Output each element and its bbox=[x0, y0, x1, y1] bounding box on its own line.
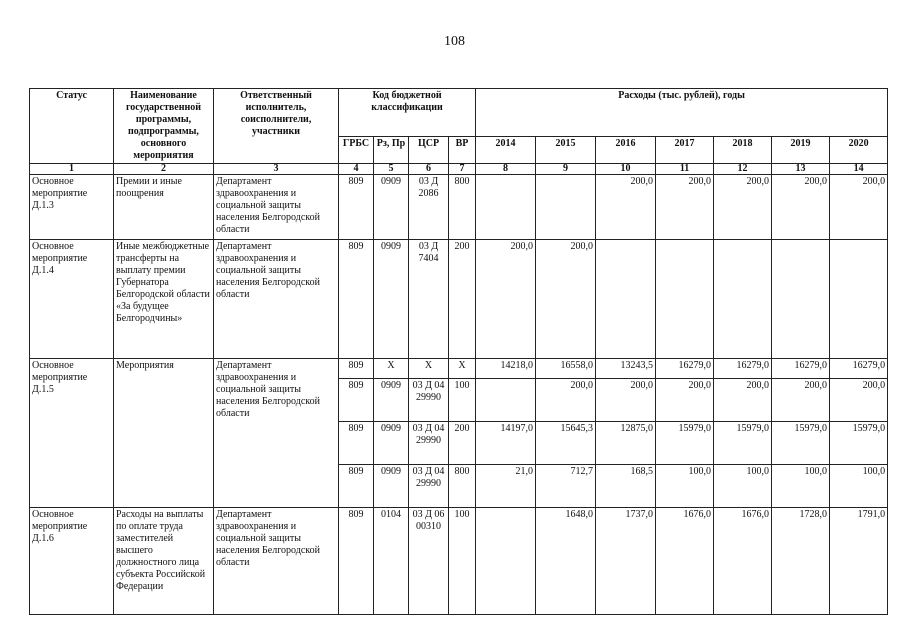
header-executor: Ответственный исполнитель, соисполнители, участники bbox=[214, 89, 339, 164]
expense-value-cell: 200,0 bbox=[656, 379, 714, 422]
expense-value-cell: 21,0 bbox=[476, 465, 536, 508]
status-cell: Основное мероприятие Д.1.4 bbox=[30, 240, 114, 359]
grbs-cell: 809 bbox=[339, 175, 374, 240]
rzpr-cell: 0909 bbox=[374, 465, 409, 508]
expense-value-cell: 200,0 bbox=[830, 379, 888, 422]
expense-value-cell: 16279,0 bbox=[772, 359, 830, 379]
table-row bbox=[30, 359, 888, 379]
grbs-cell: 809 bbox=[339, 465, 374, 508]
rzpr-cell: 0909 bbox=[374, 175, 409, 240]
column-number: 6 bbox=[409, 164, 449, 175]
column-number: 4 bbox=[339, 164, 374, 175]
table-row bbox=[30, 175, 888, 240]
table-row bbox=[30, 240, 888, 359]
expense-value-cell: 200,0 bbox=[830, 175, 888, 240]
header-status: Статус bbox=[30, 89, 114, 164]
expense-value-cell bbox=[596, 240, 656, 359]
name-cell: Иные межбюджетные трансферты на выплату премии Губернатора Белгородской области «За будущее Белгородчины» bbox=[114, 240, 214, 359]
csr-cell: 03 Д 7404 bbox=[409, 240, 449, 359]
header-year: 2014 bbox=[476, 137, 536, 164]
column-number: 5 bbox=[374, 164, 409, 175]
vr-cell: Х bbox=[449, 359, 476, 379]
column-number: 14 bbox=[830, 164, 888, 175]
csr-cell: 03 Д 06 00310 bbox=[409, 508, 449, 615]
status-cell: Основное мероприятие Д.1.5 bbox=[30, 359, 114, 508]
header-year: 2016 bbox=[596, 137, 656, 164]
expense-value-cell: 12875,0 bbox=[596, 422, 656, 465]
expense-value-cell bbox=[476, 379, 536, 422]
column-number: 8 bbox=[476, 164, 536, 175]
expense-value-cell: 100,0 bbox=[714, 465, 772, 508]
csr-cell: 03 Д 2086 bbox=[409, 175, 449, 240]
expense-value-cell: 1648,0 bbox=[536, 508, 596, 615]
column-number: 1 bbox=[30, 164, 114, 175]
grbs-cell: 809 bbox=[339, 240, 374, 359]
column-number-row bbox=[30, 164, 888, 175]
column-number: 9 bbox=[536, 164, 596, 175]
vr-cell: 100 bbox=[449, 508, 476, 615]
expense-value-cell bbox=[830, 240, 888, 359]
header-year: 2020 bbox=[830, 137, 888, 164]
expense-value-cell: 14197,0 bbox=[476, 422, 536, 465]
expense-value-cell: 1737,0 bbox=[596, 508, 656, 615]
executor-cell: Департамент здравоохранения и социальной защиты населения Белгородской области bbox=[214, 175, 339, 240]
column-number: 12 bbox=[714, 164, 772, 175]
expense-value-cell: 16279,0 bbox=[714, 359, 772, 379]
executor-cell: Департамент здравоохранения и социальной защиты населения Белгородской области bbox=[214, 359, 339, 508]
expense-value-cell: 15979,0 bbox=[656, 422, 714, 465]
expense-value-cell bbox=[476, 175, 536, 240]
expense-value-cell: 15645,3 bbox=[536, 422, 596, 465]
expense-value-cell: 200,0 bbox=[714, 175, 772, 240]
executor-cell: Департамент здравоохранения и социальной защиты населения Белгородской области bbox=[214, 240, 339, 359]
grbs-cell: 809 bbox=[339, 508, 374, 615]
expense-value-cell: 15979,0 bbox=[772, 422, 830, 465]
expense-value-cell: 16279,0 bbox=[830, 359, 888, 379]
executor-cell: Департамент здравоохранения и социальной защиты населения Белгородской области bbox=[214, 508, 339, 615]
csr-cell: 03 Д 04 29990 bbox=[409, 422, 449, 465]
header-year: 2017 bbox=[656, 137, 714, 164]
grbs-cell: 809 bbox=[339, 359, 374, 379]
expense-value-cell: 168,5 bbox=[596, 465, 656, 508]
expense-value-cell bbox=[714, 240, 772, 359]
expense-value-cell: 200,0 bbox=[714, 379, 772, 422]
column-number: 2 bbox=[114, 164, 214, 175]
csr-cell: 03 Д 04 29990 bbox=[409, 465, 449, 508]
expense-value-cell: 15979,0 bbox=[714, 422, 772, 465]
grbs-cell: 809 bbox=[339, 379, 374, 422]
expense-value-cell: 712,7 bbox=[536, 465, 596, 508]
header-name: Наименование государственной программы, подпрограммы, основного мероприятия bbox=[114, 89, 214, 164]
header-year: 2015 bbox=[536, 137, 596, 164]
column-number: 11 bbox=[656, 164, 714, 175]
expense-value-cell: 16558,0 bbox=[536, 359, 596, 379]
header-row-1 bbox=[30, 89, 888, 137]
expense-value-cell: 200,0 bbox=[476, 240, 536, 359]
header-budget-code: Код бюджетной классификации bbox=[339, 89, 476, 137]
rzpr-cell: 0909 bbox=[374, 379, 409, 422]
vr-cell: 100 bbox=[449, 379, 476, 422]
column-number: 3 bbox=[214, 164, 339, 175]
header-expenses: Расходы (тыс. рублей), годы bbox=[476, 89, 888, 137]
expense-value-cell: 200,0 bbox=[772, 379, 830, 422]
vr-cell: 200 bbox=[449, 240, 476, 359]
expense-value-cell: 1676,0 bbox=[656, 508, 714, 615]
expense-value-cell: 1676,0 bbox=[714, 508, 772, 615]
vr-cell: 200 bbox=[449, 422, 476, 465]
expense-value-cell bbox=[772, 240, 830, 359]
vr-cell: 800 bbox=[449, 465, 476, 508]
expense-value-cell: 200,0 bbox=[536, 379, 596, 422]
column-number: 13 bbox=[772, 164, 830, 175]
rzpr-cell: 0909 bbox=[374, 422, 409, 465]
expense-value-cell: 100,0 bbox=[772, 465, 830, 508]
expense-value-cell: 200,0 bbox=[596, 379, 656, 422]
grbs-cell: 809 bbox=[339, 422, 374, 465]
status-cell: Основное мероприятие Д.1.3 bbox=[30, 175, 114, 240]
budget-table bbox=[29, 88, 888, 615]
header-year: 2018 bbox=[714, 137, 772, 164]
expense-value-cell bbox=[536, 175, 596, 240]
name-cell: Расходы на выплаты по оплате труда заместителей высшего должностного лица субъекта Российской Федерации bbox=[114, 508, 214, 615]
expense-value-cell: 16279,0 bbox=[656, 359, 714, 379]
budget-table-body bbox=[30, 89, 888, 615]
table-row bbox=[30, 508, 888, 615]
header-year: 2019 bbox=[772, 137, 830, 164]
page-number: 108 bbox=[444, 34, 465, 49]
vr-cell: 800 bbox=[449, 175, 476, 240]
expense-value-cell: 13243,5 bbox=[596, 359, 656, 379]
expense-value-cell: 200,0 bbox=[772, 175, 830, 240]
expense-value-cell: 1728,0 bbox=[772, 508, 830, 615]
rzpr-cell: 0909 bbox=[374, 240, 409, 359]
expense-value-cell: 15979,0 bbox=[830, 422, 888, 465]
rzpr-cell: Х bbox=[374, 359, 409, 379]
expense-value-cell: 200,0 bbox=[596, 175, 656, 240]
header-csr: ЦСР bbox=[409, 137, 449, 164]
header-grbs: ГРБС bbox=[339, 137, 374, 164]
name-cell: Премии и иные поощрения bbox=[114, 175, 214, 240]
header-vr: ВР bbox=[449, 137, 476, 164]
header-rzpr: Рз, Пр bbox=[374, 137, 409, 164]
csr-cell: Х bbox=[409, 359, 449, 379]
expense-value-cell: 1791,0 bbox=[830, 508, 888, 615]
expense-value-cell: 100,0 bbox=[830, 465, 888, 508]
expense-value-cell: 200,0 bbox=[656, 175, 714, 240]
expense-value-cell bbox=[476, 508, 536, 615]
expense-value-cell: 200,0 bbox=[536, 240, 596, 359]
column-number: 10 bbox=[596, 164, 656, 175]
column-number: 7 bbox=[449, 164, 476, 175]
rzpr-cell: 0104 bbox=[374, 508, 409, 615]
csr-cell: 03 Д 04 29990 bbox=[409, 379, 449, 422]
name-cell: Мероприятия bbox=[114, 359, 214, 508]
status-cell: Основное мероприятие Д.1.6 bbox=[30, 508, 114, 615]
expense-value-cell: 100,0 bbox=[656, 465, 714, 508]
expense-value-cell bbox=[656, 240, 714, 359]
expense-value-cell: 14218,0 bbox=[476, 359, 536, 379]
